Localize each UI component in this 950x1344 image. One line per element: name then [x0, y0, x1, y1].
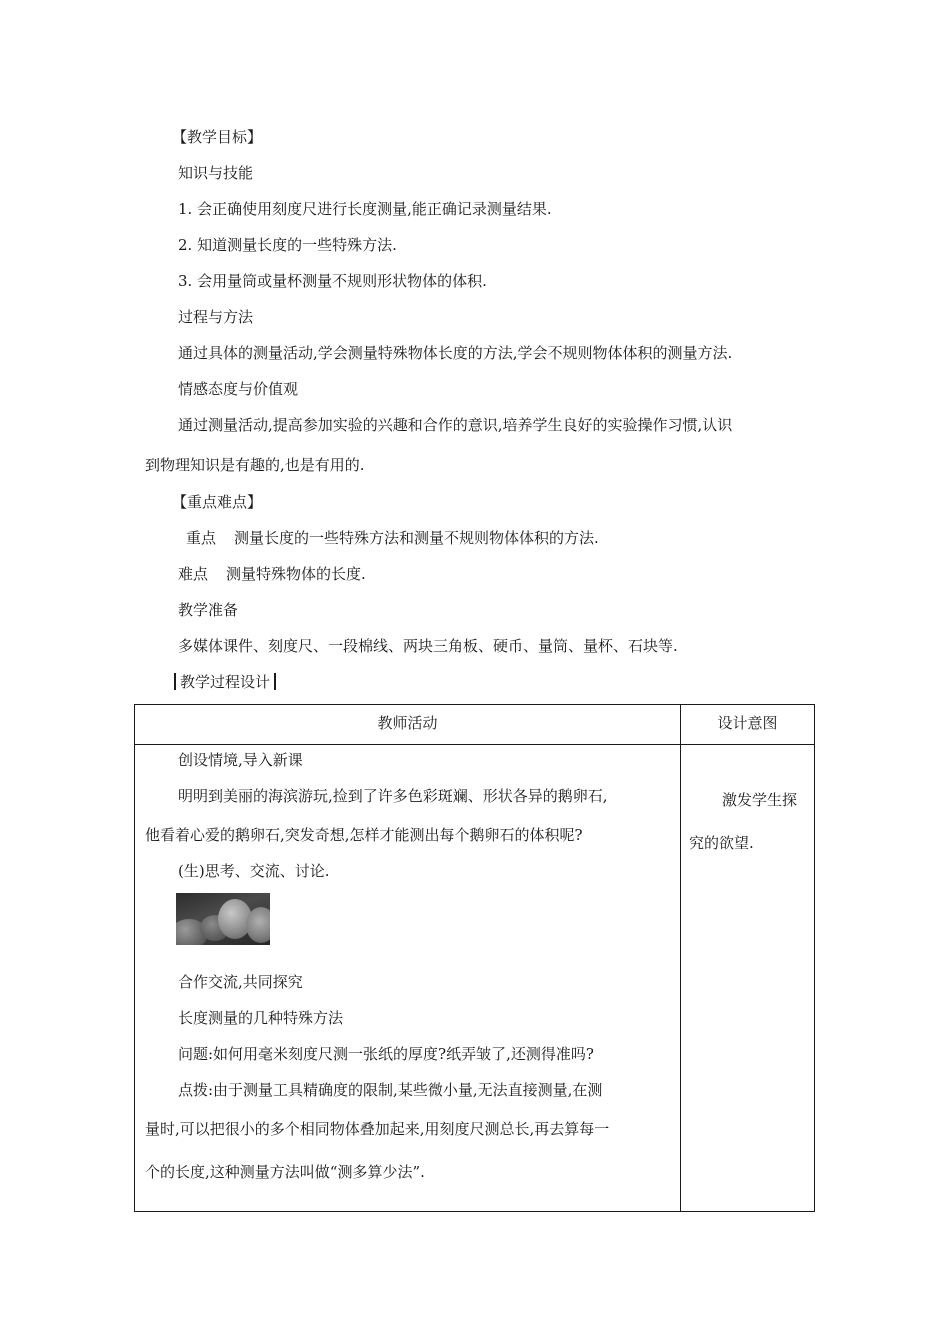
- table-line-10: 个的长度,这种测量方法叫做“测多算少法”.: [145, 1163, 425, 1181]
- pebbles-photo: [176, 893, 270, 945]
- table-line-7: 问题:如何用毫米刻度尺测一张纸的厚度?纸弄皱了,还测得准吗?: [178, 1045, 594, 1063]
- table-line-5: 合作交流,共同探究: [178, 973, 303, 991]
- knowledge-item-1: 1. 会正确使用刻度尺进行长度测量,能正确记录测量结果.: [178, 200, 552, 218]
- process-text: 通过具体的测量活动,学会测量特殊物体长度的方法,学会不规则物体体积的测量方法.: [178, 344, 733, 362]
- table-line-4: (生)思考、交流、讨论.: [178, 862, 330, 880]
- process-design-heading: [174, 672, 280, 692]
- table-header-divider: [135, 744, 814, 745]
- table-line-6: 长度测量的几种特殊方法: [178, 1009, 344, 1027]
- table-line-3: 他看着心爱的鹅卵石,突发奇想,怎样才能测出每个鹅卵石的体积呢?: [145, 826, 583, 844]
- emotion-text-line1: 通过测量活动,提高参加实验的兴趣和合作的意识,培养学生良好的实验操作习惯,认识: [178, 416, 733, 434]
- heading-bar-right: [274, 673, 276, 690]
- col-header-design-intent: 设计意图: [717, 714, 778, 732]
- table-line-9: 量时,可以把很小的多个相同物体叠加起来,用刻度尺测总长,再去算每一: [145, 1120, 610, 1138]
- difficult-label: 难点: [178, 565, 209, 583]
- heading-bar-left: [174, 673, 176, 690]
- keypoints-heading: 【重点难点】: [172, 493, 263, 511]
- objectives-heading: 【教学目标】: [172, 128, 263, 146]
- knowledge-item-3: 3. 会用量筒或量杯测量不规则形状物体的体积.: [178, 272, 487, 290]
- key-text: 测量长度的一些特殊方法和测量不规则物体体积的方法.: [234, 529, 599, 547]
- table-column-divider: [680, 705, 681, 1211]
- difficult-text: 测量特殊物体的长度.: [226, 565, 366, 583]
- table-line-8: 点拨:由于测量工具精确度的限制,某些微小量,无法直接测量,在测: [178, 1081, 603, 1099]
- knowledge-title: 知识与技能: [178, 164, 254, 182]
- process-title: 过程与方法: [178, 308, 254, 326]
- process-design-title: 教学过程设计: [180, 673, 271, 691]
- emotion-text-line2: 到物理知识是有趣的,也是有用的.: [145, 456, 365, 474]
- emotion-title: 情感态度与价值观: [178, 380, 299, 398]
- difficult-point: [178, 564, 366, 584]
- design-intent-line-2: 究的欲望.: [689, 834, 754, 852]
- key-label: 重点: [186, 529, 217, 547]
- preparation-text: 多媒体课件、刻度尺、一段棉线、两块三角板、硬币、量筒、量杯、石块等.: [178, 637, 678, 655]
- key-point: [186, 528, 599, 548]
- col-header-teacher-activity: 教师活动: [377, 714, 438, 732]
- knowledge-item-2: 2. 知道测量长度的一些特殊方法.: [178, 236, 397, 254]
- table-line-1: 创设情境,导入新课: [178, 751, 303, 769]
- design-intent-line-1: 激发学生探: [722, 791, 798, 809]
- preparation-title: 教学准备: [178, 601, 239, 619]
- table-line-2: 明明到美丽的海滨游玩,捡到了许多色彩斑斓、形状各异的鹅卵石,: [178, 787, 608, 805]
